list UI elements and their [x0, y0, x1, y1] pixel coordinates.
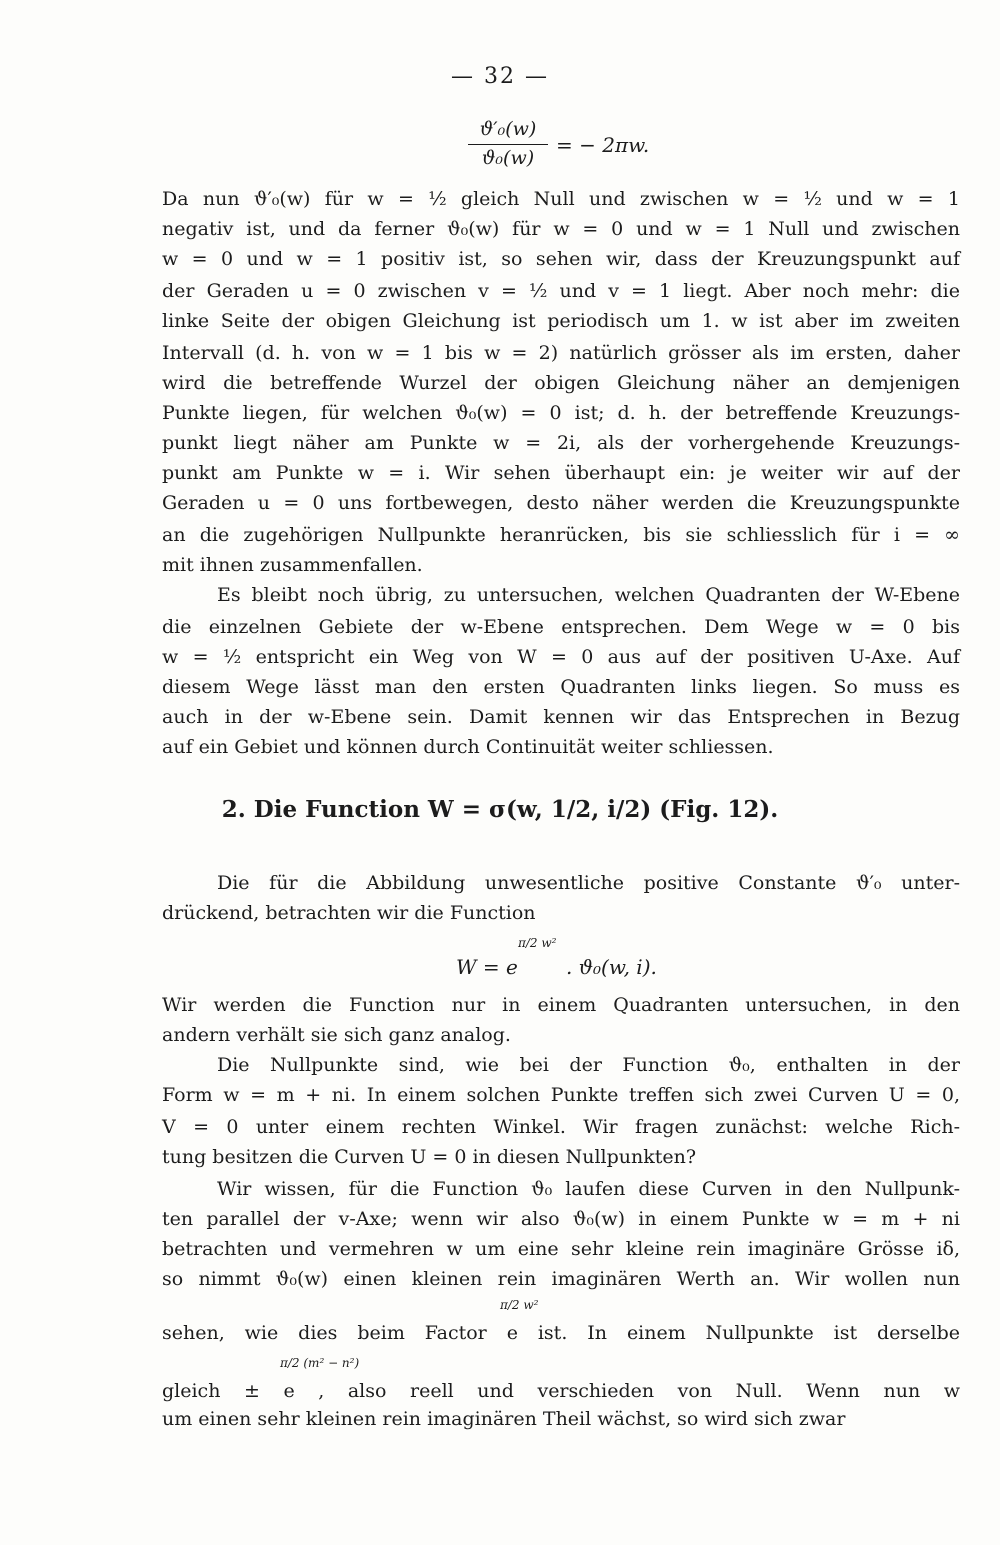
text-line: Geraden u = 0 uns fortbewegen, desto näher werden die Kreuzungspunkte	[162, 492, 960, 514]
equation-1-fraction	[468, 118, 548, 171]
equation-2-rhs: . ϑ₀(w, i).	[566, 955, 657, 979]
text-line: V = 0 unter einem rechten Winkel. Wir fragen zunächst: welche Rich-	[162, 1116, 960, 1138]
text-line: um einen sehr kleinen rein imaginären Theil wächst, so wird sich zwar	[162, 1408, 846, 1430]
text-line: wird die betreffende Wurzel der obigen Gleichung näher an demjenigen	[162, 372, 960, 394]
text-line: tung besitzen die Curven U = 0 in diesen Nullpunkten?	[162, 1146, 697, 1168]
text-line: gleich ± e , also reell und verschieden von Null. Wenn nun w	[162, 1380, 960, 1402]
text-line: andern verhält sie sich ganz analog.	[162, 1024, 511, 1046]
equation-1-rhs: = − 2πw.	[556, 133, 650, 157]
equation-2-lhs: W = e	[456, 955, 518, 979]
text-line: sehen, wie dies beim Factor e ist. In einem Nullpunkte ist derselbe	[162, 1322, 960, 1344]
equation-1-numerator: ϑ′₀(w)	[479, 118, 537, 140]
text-line: an die zugehörigen Nullpunkte heranrücken, bis sie schliesslich für i = ∞	[162, 524, 960, 546]
text-line: Es bleibt noch übrig, zu untersuchen, welchen Quadranten der W-Ebene	[217, 584, 960, 606]
fraction-bar	[468, 144, 548, 145]
text-line: mit ihnen zusammenfallen.	[162, 554, 423, 576]
text-line: Form w = m + ni. In einem solchen Punkte treffen sich zwei Curven U = 0,	[162, 1084, 960, 1106]
gleich-exponent: π/2 (m² − n²)	[280, 1356, 360, 1370]
text-line: punkt am Punkte w = i. Wir sehen überhaupt ein: je weiter wir auf der	[162, 462, 960, 484]
text-line: so nimmt ϑ₀(w) einen kleinen rein imaginären Werth an. Wir wollen nun	[162, 1268, 960, 1290]
text-line: Punkte liegen, für welchen ϑ₀(w) = 0 ist; d. h. der betreffende Kreuzungs-	[162, 402, 960, 424]
factor-exponent: π/2 w²	[500, 1298, 539, 1312]
text-line: linke Seite der obigen Gleichung ist periodisch um 1. w ist aber im zweiten	[162, 310, 960, 332]
text-line: Intervall (d. h. von w = 1 bis w = 2) natürlich grösser als im ersten, daher	[162, 342, 960, 364]
text-line: betrachten und vermehren w um eine sehr kleine rein imaginäre Grösse iδ,	[162, 1238, 960, 1260]
text-line: auch in der w-Ebene sein. Damit kennen wir das Entsprechen in Bezug	[162, 706, 960, 728]
text-line: negativ ist, und da ferner ϑ₀(w) für w = 0 und w = 1 Null und zwischen	[162, 218, 960, 240]
equation-1-denominator: ϑ₀(w)	[481, 147, 535, 169]
text-line: Wir werden die Function nur in einem Quadranten untersuchen, in den	[162, 994, 960, 1016]
text-line: w = ½ entspricht ein Weg von W = 0 aus auf der positiven U-Axe. Auf	[162, 646, 960, 668]
text-line: drückend, betrachten wir die Function	[162, 902, 536, 924]
text-line: Da nun ϑ′₀(w) für w = ½ gleich Null und zwischen w = ½ und w = 1	[162, 188, 960, 210]
equation-2-exponent: π/2 w²	[518, 936, 557, 950]
text-line: ten parallel der v-Axe; wenn wir also ϑ₀(w) in einem Punkte w = m + ni	[162, 1208, 960, 1230]
text-line: die einzelnen Gebiete der w-Ebene entsprechen. Dem Wege w = 0 bis	[162, 616, 960, 638]
page-number: — 32 —	[451, 64, 549, 89]
text-line: punkt liegt näher am Punkte w = 2i, als der vorhergehende Kreuzungs-	[162, 432, 960, 454]
text-line: auf ein Gebiet und können durch Continuität weiter schliessen.	[162, 736, 774, 758]
text-line: Die Nullpunkte sind, wie bei der Function ϑ₀, enthalten in der	[217, 1054, 960, 1076]
text-line: Wir wissen, für die Function ϑ₀ laufen diese Curven in den Nullpunk-	[217, 1178, 960, 1200]
section-heading: 2. Die Function W = σ(w, 1/2, i/2) (Fig. 12).	[221, 796, 779, 823]
text-line: Die für die Abbildung unwesentliche positive Constante ϑ′₀ unter-	[217, 872, 960, 894]
text-line: der Geraden u = 0 zwischen v = ½ und v = 1 liegt. Aber noch mehr: die	[162, 280, 960, 302]
text-line: diesem Wege lässt man den ersten Quadranten links liegen. So muss es	[162, 676, 960, 698]
text-line: w = 0 und w = 1 positiv ist, so sehen wir, dass der Kreuzungspunkt auf	[162, 248, 960, 270]
